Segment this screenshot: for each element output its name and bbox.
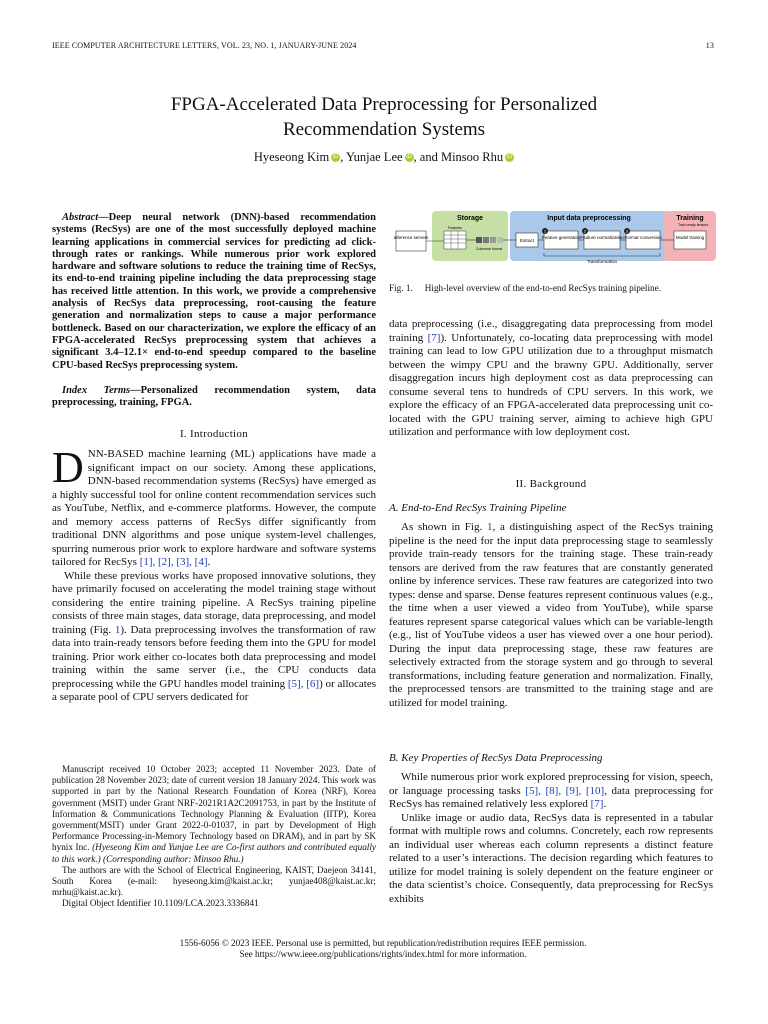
intro-text: ). Unfortunately, co-locating data preprocessing with model training can lead to low GPU utilization due to a throughput mismatch between the wimpy CPU and the brawny GPU. Additionally, server disaggregation incurs high deployment cost as data preprocessing can consume several tens to hundreds of CPU servers. In this work, we explore the efficacy of an FPGA-accelerated data preprocessing unit co-located with the GPU training server, aiming to achieve high GPU utilization and performance with low deployment cost.: [389, 331, 713, 438]
intro-text: While these previous works have proposed innovative solutions, they have primarily focused on accelerating the model training stage without considering the entire training pipeline. A RecSys training pipeline consists of three main stages, data storage, data preprocessing, and model training (Fig.: [52, 569, 376, 636]
subsection-heading-a: A. End-to-End RecSys Training Pipeline: [389, 502, 567, 514]
figure-caption-text: High-level overview of the end-to-end RecSys training pipeline.: [424, 283, 662, 293]
figure-link[interactable]: 1: [114, 623, 121, 636]
citation-link[interactable]: [7]: [590, 798, 604, 810]
intro-paragraph: [389, 318, 713, 440]
orcid-icon[interactable]: iD: [406, 154, 412, 160]
intro-text: ). Data preprocessing involves the transformation of raw data into train-ready tensors before feeding them into the GPU for model training. Prior work either co-locates both data preprocessing and model training within the same server (i.e., the CPU conducts data preprocessing while the GPU handles model training: [52, 623, 376, 690]
background-text: While numerous prior work explored preprocessing for vision, speech, or language processing tasks: [389, 771, 713, 797]
section-heading-intro: I. Introduction: [179, 428, 249, 440]
footnote-affiliation: The authors are with the School of Electrical Engineering, KAIST, Daejeon 34141, South Korea (e-mail: hyeseong.kim@kaist.ac.kr; yunjae408@kaist.ac.kr; mrhu@kaist.ac.kr).: [52, 864, 376, 898]
footnote-italic: (Hyeseong Kim and Yunjae Lee are Co-first authors and contributed equally to this work.) (Corresponding author: Minsoo Rhu.): [52, 842, 376, 864]
storage-label: Storage: [456, 215, 484, 222]
journal-header: IEEE COMPUTER ARCHITECTURE LETTERS, VOL. 23, NO. 1, JANUARY-JUNE 2024: [52, 41, 357, 50]
abstract-label: Abstract: [62, 212, 99, 223]
inference-label: Inference servers: [393, 235, 429, 240]
figure-link[interactable]: 1: [486, 521, 493, 533]
author-name: , Yunjae Lee: [340, 150, 403, 164]
author-name: , and Minsoo Rhu: [413, 150, 504, 164]
orcid-icon[interactable]: iD: [332, 154, 339, 160]
intro-continued: [389, 318, 713, 440]
figure-number: Fig. 1.: [389, 283, 413, 293]
background-paragraph: [389, 521, 713, 710]
index-terms-text: —Personalized recommendation system, data preprocessing, training, FPGA.: [52, 385, 376, 409]
step-number: 3: [625, 228, 629, 234]
intro-text: NN-BASED machine learning (ML) applications have made a significant impact on our society. Among these applications, DNN-based recommendation systems (RecSys) have emerged as a highly successful tool for online content recommendation services such as YouTube, Netflix, and e-commerce platforms. However, the compute and memory access patterns of RecSys differ significantly from traditional DNN algorithms and pose unique system-level challenges, spurring numerous prior work to explore hardware and software systems tailored for RecSys: [52, 448, 376, 568]
model-training-label: Model training: [675, 235, 705, 240]
title-line-1: FPGA-Accelerated Data Preprocessing for Personalized: [170, 94, 598, 115]
background-b-body: [389, 771, 713, 906]
footnote-text: Manuscript received 10 October 2023; accepted 11 November 2023. Date of publication 28 November 2023; date of current version 18 January 2024. This work was supported in part by the National Research Foundation of Korea (NRF), Korea government (MSIT) under Grant NRF-2021R1A2C2091753, in part by the Institute of Information & Communications Technology Planning & Evaluation (IITP), Korea government(MSIT) under Grant 2022-0-01037, in part by Development of High Performance Processing-in-Memory Technology based on DRAM), and in part by SK hynix Inc.: [52, 764, 376, 853]
train-ready-label: Train-ready tensors: [678, 223, 709, 227]
citation-link[interactable]: [7]: [427, 331, 441, 344]
pipeline-figure: [392, 209, 722, 277]
footnote: [52, 764, 376, 910]
section-heading-background: II. Background: [515, 478, 587, 490]
footnote-manuscript: [52, 764, 376, 865]
intro-text: .: [207, 556, 211, 568]
citation-link[interactable]: [5], [8], [9], [10]: [525, 784, 605, 797]
format-conversion-box: [625, 228, 660, 249]
feature-table: [444, 231, 466, 249]
subsection-heading-b: B. Key Properties of RecSys Data Preprocessing: [389, 752, 603, 764]
background-text: .: [603, 798, 607, 810]
paper-title: [100, 92, 668, 142]
author-name: Hyeseong Kim: [253, 150, 330, 164]
dropcap: D: [52, 443, 84, 492]
author-list: [100, 150, 668, 165]
step-number: 2: [583, 228, 587, 234]
copyright-line: 1556-6056 © 2023 IEEE. Personal use is permitted, but republication/redistribution requires IEEE permission.: [179, 938, 587, 948]
extract-label: Extract: [519, 238, 535, 243]
intro-body: [52, 443, 376, 705]
page-number: 13: [705, 41, 714, 50]
columnar-label: Columnar format: [475, 247, 503, 251]
model-training-box: [674, 231, 706, 249]
copyright-line: See https://www.ieee.org/publications/rights/index.html for more information.: [239, 949, 527, 959]
abstract-text: —Deep neural network (DNN)-based recommendation systems (RecSys) are one of the most successfully deployed machine learning applications in commercial services for predicting ad click-through rates or rankings. While numerous prior work explored hardware and software solutions to reduce the training time of RecSys, its end-to-end training pipeline including the data preprocessing stage has received little attention. In this work, we provide a comprehensive analysis of RecSys data preprocessing, root-causing the feature generation and normalization steps to cause a major performance bottleneck. Based on our characterization, we explore the efficacy of an FPGA-accelerated RecSys preprocessing system that achieves a significant 3.4–12.1× end-to-end speedup compared to the baseline CPU-based RecSys preprocessing system.: [52, 212, 376, 371]
transformation-label: Transformation: [586, 259, 618, 264]
feature-normalization-box: [583, 228, 620, 249]
title-line-2: Recommendation Systems: [282, 119, 486, 140]
copyright-notice: [52, 938, 714, 960]
running-head: [52, 41, 714, 50]
step-number: 1: [543, 228, 547, 234]
preprocessing-label: Input data preprocessing: [547, 215, 631, 222]
figure-caption: [389, 283, 713, 293]
background-a-body: [389, 521, 713, 710]
background-text: , data preprocessing for RecSys has remained relatively less explored: [389, 784, 713, 810]
intro-paragraph: [52, 443, 376, 570]
training-label: Training: [676, 215, 704, 222]
inference-box: [396, 231, 426, 251]
intro-text: data preprocessing (i.e., disaggregating data preprocessing from model training: [389, 318, 713, 344]
feature-generation-label: Feature generation: [541, 235, 581, 240]
abstract: [52, 212, 376, 372]
feature-normalization-label: Feature normalization: [580, 235, 624, 240]
feature-generation-box: [543, 228, 578, 249]
citation-link[interactable]: [5], [6]: [287, 677, 320, 690]
intro-paragraph: [52, 570, 376, 705]
intro-text: ) or allocates a separate pool of CPU servers dedicated for: [52, 677, 376, 703]
background-paragraph: [389, 771, 713, 812]
footnote-doi: Digital Object Identifier 10.1109/LCA.2023.3336841: [62, 898, 259, 909]
background-text: , a distinguishing aspect of the RecSys training pipeline is the need for the input data preprocessing stage to seamlessly provide train-ready tensors for the training stage. These train-ready tensors are derived from the raw features that are constantly generated online by inference services. These raw features are categorized into two types: dense and sparse. Dense features represent continuous values (e.g., the time when a user viewed a video from YouTube), while sparse features represent sparse categorical values which can be variable-length (e.g., list of YouTube videos a user has viewed over a one hour period). During the input data preprocessing stage, these raw features are selectively extracted from the storage system and go through to several transformations, including feature generation and normalization. Finally, the preprocessed tensors are transmitted to the training stage and are utilized for model training.: [389, 521, 713, 709]
index-terms: [52, 385, 376, 410]
orcid-icon[interactable]: iD: [506, 154, 513, 160]
index-terms-label: Index Terms: [62, 385, 131, 396]
background-paragraph: Unlike image or audio data, RecSys data is represented in a tabular format with multiple rows and columns. Concretely, each row represents an individual user whereas each column represents a distinct feature related to a user’s interactions. The decision regarding which features to utilize for model training is solely dependent on the feature engineer or the data scientist’s choice. Consequently, data preprocessing for RecSys exhibits: [389, 811, 713, 905]
background-text: As shown in Fig.: [401, 521, 487, 533]
format-conversion-label: Format conversion: [624, 235, 662, 240]
features-label: Features: [448, 226, 462, 230]
citation-link[interactable]: [1], [2], [3], [4]: [139, 556, 208, 568]
